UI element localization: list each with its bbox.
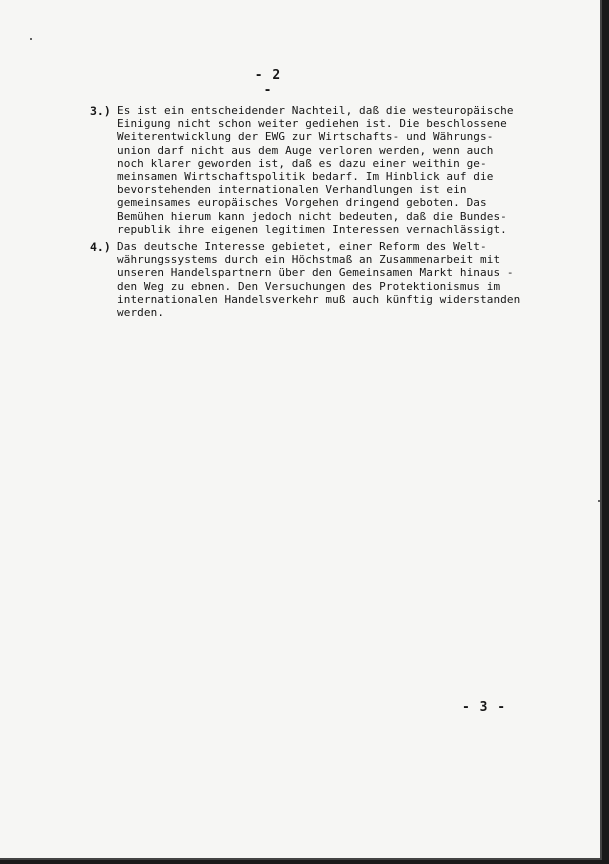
text-line: unseren Handelspartnern über den Gemeinsamen Markt hinaus - xyxy=(117,266,514,280)
paragraph-text xyxy=(117,104,557,236)
page-number: - 2 - xyxy=(254,68,282,98)
text-line: Es ist ein entscheidender Nachteil, daß die westeuropäische xyxy=(117,104,514,117)
text-line: währungssystems durch ein Höchstmaß an Zusammenarbeit mit xyxy=(117,253,501,267)
text-line: noch klarer geworden ist, daß es dazu einer weithin ge- xyxy=(117,156,487,170)
text-line: Bemühen hierum kann jedoch nicht bedeuten, daß die Bundes- xyxy=(117,209,507,223)
paragraph-number: 4.) xyxy=(90,240,111,254)
text-line: union darf nicht aus dem Auge verloren werden, wenn auch xyxy=(117,143,494,157)
paragraph-text xyxy=(117,240,557,319)
next-page-marker: - 3 - xyxy=(462,700,507,715)
text-line: Das deutsche Interesse gebietet, einer Reform des Welt- xyxy=(117,240,487,253)
text-line: werden. xyxy=(117,306,165,320)
text-line: republik ihre eigenen legitimen Interessen vernachlässigt. xyxy=(117,222,507,236)
text-line: Einigung nicht schon weiter gediehen ist. Die beschlossene xyxy=(117,117,507,131)
paragraph-number: 3.) xyxy=(90,104,111,118)
text-line: bevorstehenden internationalen Verhandlungen ist ein xyxy=(117,183,467,197)
scan-speck xyxy=(598,500,600,502)
text-line: den Weg zu ebnen. Den Versuchungen des Protektionismus im xyxy=(117,279,501,293)
text-line: gemeinsames europäisches Vorgehen dringend geboten. Das xyxy=(117,196,487,210)
text-line: Weiterentwicklung der EWG zur Wirtschafts- und Währungs- xyxy=(117,130,494,144)
text-line: meinsamen Wirtschaftspolitik bedarf. Im Hinblick auf die xyxy=(117,170,494,184)
scan-speck xyxy=(30,38,32,40)
text-line: internationalen Handelsverkehr muß auch künftig widerstanden xyxy=(117,292,521,306)
